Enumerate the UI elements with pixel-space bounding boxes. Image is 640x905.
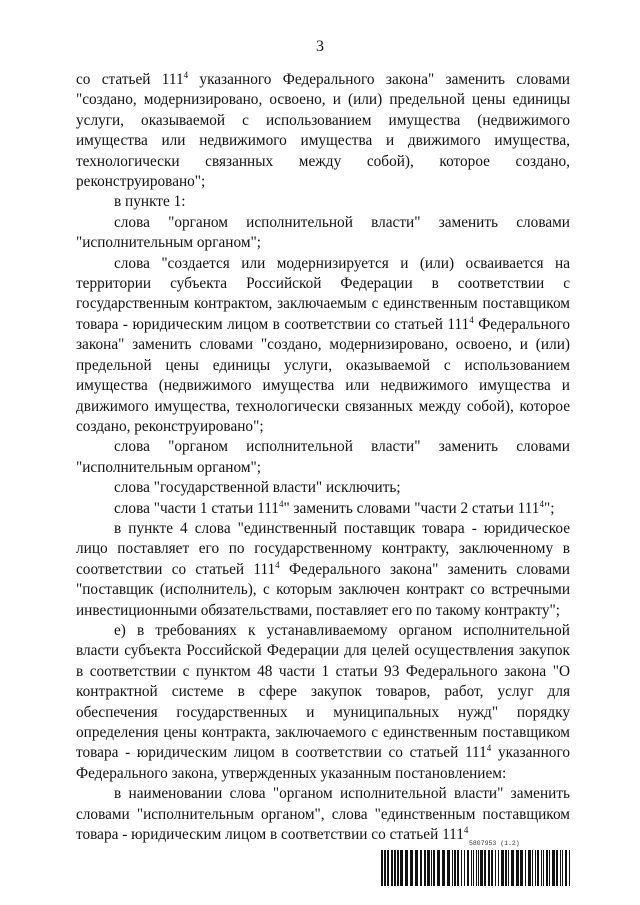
barcode-bar	[508, 850, 509, 886]
barcode-bar	[391, 850, 393, 886]
barcode-bar	[562, 850, 563, 886]
text-run: слова "создается или модернизируется и (или) осваивается на территории субъекта Российской Федерации в соответствии с государственным контрактом, заключаемым с единственным поставщиком товара - юридическим лицом в соответствии со статьей 111	[76, 254, 570, 333]
barcode-bar	[569, 850, 570, 886]
barcode-bar	[560, 850, 561, 886]
barcode-bar	[505, 850, 507, 886]
barcode-bar	[478, 850, 479, 886]
paragraph	[76, 784, 570, 845]
barcode-bar	[473, 850, 474, 886]
barcode-bar	[427, 850, 430, 886]
superscript: 4	[275, 559, 280, 570]
barcode-bar	[501, 850, 504, 886]
text-run: Федерального закона" заменить словами "создано, модернизировано, освоено, и (или) предельной цены единицы услуги, оказываемой с использованием имущества (недвижимого имущества или недвижимого имущества и движимого имущества, технологически связанных между собой), которое создано, реконструировано";	[76, 315, 570, 435]
barcode-bar	[464, 850, 465, 886]
barcode-bar	[543, 850, 544, 886]
text-run: слова "части 1 статьи 111	[114, 499, 279, 517]
barcode-bar	[495, 850, 496, 886]
barcode-bar	[437, 850, 440, 886]
barcode-block	[381, 840, 573, 888]
barcode-bar	[511, 850, 514, 886]
barcode-bar	[546, 850, 548, 886]
text-run: указанного Федерального закона" заменить словами "создано, модернизировано, освоено, и (или) предельной цены единицы услуги, оказываемой с использованием имущества (недвижимого имущества или недвижимого имущества и движимого имущества, технологически связанных между собой), которое создано, реконструировано";	[76, 71, 570, 191]
barcode-bar	[528, 850, 531, 886]
barcode-bar	[394, 850, 396, 886]
barcode-bar	[420, 850, 422, 886]
barcode-bar	[410, 850, 413, 886]
barcode-bar	[447, 850, 450, 886]
text-run: ";	[543, 499, 555, 517]
paragraph	[76, 70, 570, 192]
barcode-bar	[516, 850, 519, 886]
text-run: слова "государственной власти" исключить;	[114, 479, 401, 497]
superscript: 4	[278, 498, 284, 509]
text-run: в пункте 1:	[114, 193, 186, 211]
barcode-bar	[471, 850, 472, 886]
barcode-bar	[480, 850, 483, 886]
page-number: 3	[316, 38, 324, 55]
barcode-bar	[552, 850, 555, 886]
barcode-bar	[442, 850, 445, 886]
barcode-bar	[381, 850, 383, 886]
barcode-bar	[405, 850, 408, 886]
barcode-bar	[532, 850, 533, 886]
barcode-bar	[424, 850, 426, 886]
superscript: 4	[183, 69, 189, 80]
text-run: слова "органом исполнительной власти" заменить словами "исполнительным органом";	[76, 213, 570, 252]
barcode-bar	[520, 850, 523, 886]
barcode-bar	[491, 850, 493, 886]
barcode-bar	[565, 850, 567, 886]
barcode-bar	[431, 850, 432, 886]
superscript: 4	[463, 824, 469, 835]
text-run: указанного Федерального закона, утвержденных указанным постановлением:	[76, 744, 570, 782]
barcode-bar	[400, 850, 403, 886]
text-run: " заменить словами "части 2 статьи 111	[283, 499, 540, 517]
paragraph	[76, 192, 570, 212]
barcode-bar	[535, 850, 536, 886]
barcode-bar	[397, 850, 399, 886]
barcode-bar	[549, 850, 550, 886]
paragraph	[76, 478, 570, 498]
barcode-bar	[461, 850, 462, 886]
barcode-bar	[457, 850, 459, 886]
paragraph	[76, 254, 570, 438]
text-run: слова "органом исполнительной власти" заменить словами "исполнительным органом";	[76, 438, 570, 476]
text-run: Федерального закона" заменить словами "поставщик (исполнитель), с которым заключен контракт со встречными инвестиционными обязательствами, поставляет его по такому контракту";	[76, 560, 570, 619]
barcode-bar	[415, 850, 418, 886]
barcode-bar	[387, 850, 389, 886]
paragraph	[76, 437, 570, 478]
barcode-bar	[556, 850, 558, 886]
superscript: 4	[486, 743, 492, 754]
text-run: со статьей 111	[76, 71, 184, 88]
barcode-caption: 5807953 (1.2)	[469, 840, 520, 847]
barcode-bar	[498, 850, 499, 886]
barcode-image	[381, 850, 573, 886]
text-run: е) в требованиях к устанавливаемому органом исполнительной власти субъекта Российской Федерации для целей осуществления закупок в соответствии с пунктом 48 части 1 статьи 93 Федерального закона "О контрактной системе в сфере закупок товаров, работ, услуг для обеспечения государственных и муниципальных нужд" порядку определения цены контракта, заключаемого с единственным поставщиком товара - юридическим лицом в соответствии со статьей 111	[76, 621, 570, 762]
paragraph	[76, 213, 570, 254]
text-run: в наименовании слова "органом исполнительной власти" заменить словами "исполнительным органом", слова "единственным поставщиком товара - юридическим лицом в соответствии со статьей 111	[76, 785, 570, 844]
superscript: 4	[539, 498, 544, 509]
barcode-bar	[452, 850, 453, 886]
text-run: в пункте 4 слова "единственный поставщик товара - юридическое лицо поставляет его по государственному контракту, заключенному в соответствии со статьей 111	[76, 519, 570, 578]
barcode-bar	[467, 850, 469, 886]
paragraph	[76, 519, 570, 621]
barcode-bar	[433, 850, 435, 886]
barcode-bar	[476, 850, 477, 886]
barcode-bar	[384, 850, 386, 886]
paragraph	[76, 621, 570, 784]
barcode-bar	[488, 850, 490, 886]
barcode-bar	[484, 850, 486, 886]
paragraph	[76, 499, 570, 519]
barcode-bar	[537, 850, 539, 886]
barcode-bar	[454, 850, 456, 886]
barcode-bar	[525, 850, 526, 886]
superscript: 4	[469, 314, 474, 325]
document-body	[76, 70, 570, 845]
barcode-bar	[541, 850, 542, 886]
